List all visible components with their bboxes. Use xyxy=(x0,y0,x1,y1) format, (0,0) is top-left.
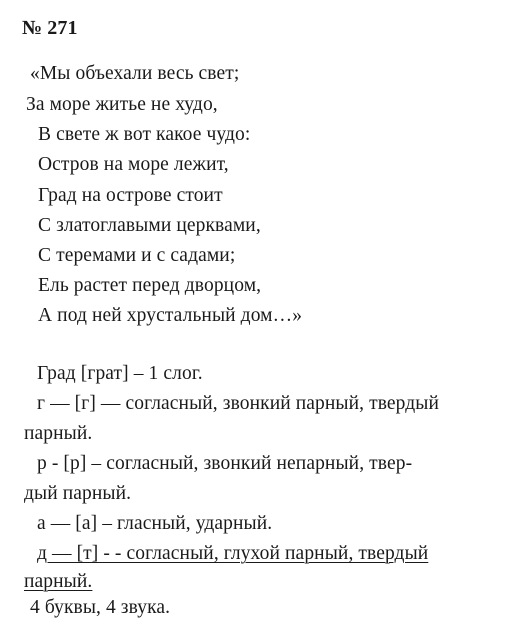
analysis-heading: Град [грат] – 1 слог. xyxy=(37,363,203,384)
analysis-summary: 4 буквы, 4 звука. xyxy=(30,597,171,618)
poem-line: Ель растет перед дворцом, xyxy=(38,275,262,296)
letter-analysis-d-continuation: парный. xyxy=(24,571,93,592)
poem-line: За море житье не худо, xyxy=(26,94,218,115)
exercise-number: № 271 xyxy=(22,17,78,39)
letter-analysis-g-continuation: парный. xyxy=(24,423,93,444)
letter-analysis-a: а — [а] – гласный, ударный. xyxy=(37,513,273,534)
poem-line: Остров на море лежит, xyxy=(38,154,229,175)
letter-analysis-g: г — [г] — согласный, звонкий парный, твердый xyxy=(37,393,440,414)
poem-line: «Мы объехали весь свет; xyxy=(30,63,240,84)
letter-analysis-r-continuation: дый парный. xyxy=(24,483,132,504)
letter-analysis-r: р - [р] – согласный, звонкий непарный, твер- xyxy=(37,453,413,474)
poem-line: А под ней хрустальный дом…» xyxy=(38,305,303,326)
poem-line: С теремами и с садами; xyxy=(38,245,236,266)
poem-line: Град на острове стоит xyxy=(38,185,223,206)
poem-line: В свете ж вот какое чудо: xyxy=(38,124,251,145)
poem-line: С златоглавыми церквами, xyxy=(38,215,261,236)
letter-analysis-d: д — [т] - - согласный, глухой парный, твердый xyxy=(37,543,429,564)
